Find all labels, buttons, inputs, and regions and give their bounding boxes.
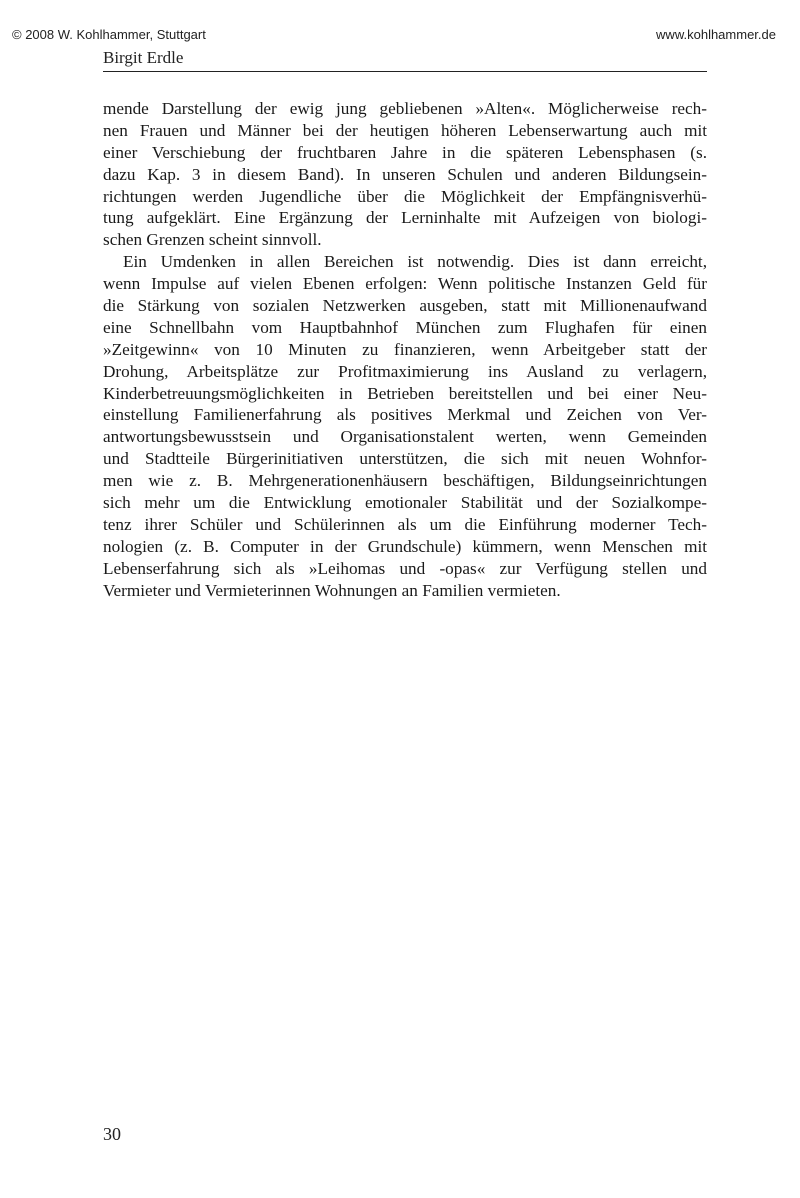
page-number: 30 <box>103 1124 121 1144</box>
text-line: men wie z. B. Mehrgenerationenhäusern beschäftigen, Bildungseinrichtungen <box>103 471 707 491</box>
text-line: Ein Umdenken in allen Bereichen ist notwendig. Dies ist dann erreicht, <box>123 252 707 272</box>
header-rule <box>103 71 707 72</box>
running-head-author: Birgit Erdle <box>103 48 184 67</box>
copyright-notice: © 2008 W. Kohlhammer, Stuttgart <box>12 27 206 42</box>
text-line: einer Verschiebung der fruchtbaren Jahre in die späteren Lebensphasen (s. <box>103 142 707 162</box>
paragraph-1 <box>103 98 707 251</box>
paragraph-2 <box>103 251 707 601</box>
text-line: Kinderbetreuungsmöglichkeiten in Betrieben bereitstellen und bei einer Neu- <box>103 383 707 403</box>
text-line: sich mehr um die Entwicklung emotionaler Stabilität und der Sozialkompe- <box>103 493 707 513</box>
text-line: tung aufgeklärt. Eine Ergänzung der Lerninhalte mit Aufzeigen von biologi- <box>103 208 707 228</box>
text-line: die Stärkung von sozialen Netzwerken ausgeben, statt mit Millionenaufwand <box>103 296 707 316</box>
text-line: tenz ihrer Schüler und Schülerinnen als um die Einführung moderner Tech- <box>103 514 707 534</box>
text-line: und Stadtteile Bürgerinitiativen unterstützen, die sich mit neuen Wohnfor- <box>103 449 707 469</box>
publisher-website: www.kohlhammer.de <box>656 27 776 42</box>
text-line: nen Frauen und Männer bei der heutigen höheren Lebenserwartung auch mit <box>103 120 707 140</box>
text-line: Vermieter und Vermieterinnen Wohnungen an Familien vermieten. <box>103 580 561 600</box>
text-line: Lebenserfahrung sich als »Leihomas und -opas« zur Verfügung stellen und <box>103 558 707 578</box>
text-line: »Zeitgewinn« von 10 Minuten zu finanzieren, wenn Arbeitgeber statt der <box>103 339 707 359</box>
text-line: einstellung Familienerfahrung als positives Merkmal und Zeichen von Ver- <box>103 405 707 425</box>
body-text <box>103 98 707 601</box>
text-line: Drohung, Arbeitsplätze zur Profitmaximierung ins Ausland zu verlagern, <box>103 361 707 381</box>
text-line: richtungen werden Jugendliche über die Möglichkeit der Empfängnisverhü- <box>103 186 707 206</box>
text-line: eine Schnellbahn vom Hauptbahnhof München zum Flughafen für einen <box>103 317 707 337</box>
text-line: mende Darstellung der ewig jung gebliebenen »Alten«. Möglicherweise rech- <box>103 99 707 118</box>
text-line: nologien (z. B. Computer in der Grundschule) kümmern, wenn Menschen mit <box>103 536 707 556</box>
text-line: dazu Kap. 3 in diesem Band). In unseren Schulen und anderen Bildungsein- <box>103 164 707 184</box>
text-line: schen Grenzen scheint sinnvoll. <box>103 230 322 250</box>
text-line: wenn Impulse auf vielen Ebenen erfolgen: Wenn politische Instanzen Geld für <box>103 274 707 294</box>
text-line: antwortungsbewusstsein und Organisationstalent werten, wenn Gemeinden <box>103 427 707 447</box>
